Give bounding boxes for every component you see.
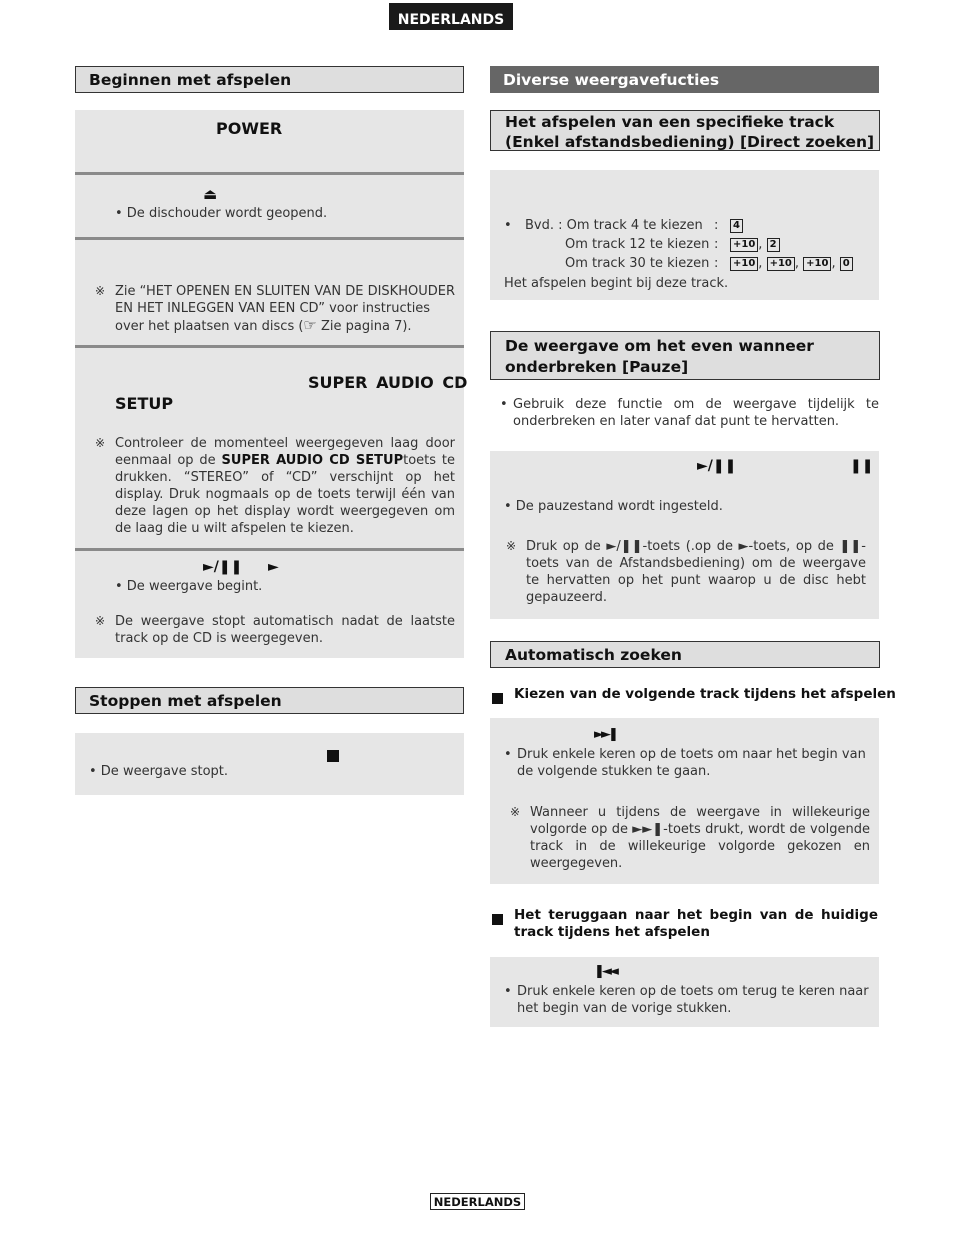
direct-search-title-line2: (Enkel afstandsbediening) [Direct zoeken]	[505, 133, 875, 151]
footer-language-label: NEDERLANDS	[430, 1193, 525, 1210]
note-mark: ※	[95, 614, 106, 628]
example-track-4-label: Bvd. : Om track 4 te kiezen	[525, 218, 703, 233]
pause-title-line2: onderbreken [Pauze]	[505, 358, 689, 376]
language-tab: NEDERLANDS	[389, 3, 513, 30]
eject-icon: ⏏	[203, 185, 218, 203]
pause-icon: ❚❚	[850, 458, 874, 474]
disc-loading-note-text: Zie “HET OPENEN EN SLUITEN VAN DE DISKHOUDER EN HET INLEGGEN VAN EEN CD” voor instructies over het plaatsen van discs (	[115, 284, 455, 334]
layer-note-text-2: toets te drukken. “STEREO” of “CD” verschijnt op het display. Druk nogmaals op de toets terwijl één van deze lagen op het display wordt weergegeven om de laag die u wilt afspelen te kiezen.	[115, 453, 455, 536]
note-mark: ※	[95, 436, 106, 450]
bullet: •	[504, 747, 512, 762]
play-pause-icon: ►/❚❚	[697, 458, 737, 474]
note-mark: ※	[506, 539, 517, 553]
play-bullet: • De weergave begint.	[115, 579, 263, 594]
resume-note: Druk op de ►/❚❚-toets (.op de ►-toets, op de ❚❚-toets van de Afstandsbediening) om de weergave te hervatten op het punt waarop u de disc hebt gepauzeerd.	[526, 539, 866, 605]
example-track-30-label: Om track 30 te kiezen	[565, 256, 710, 271]
page-reference: Zie pagina 7).	[316, 319, 412, 334]
key-plus10: +10	[767, 257, 795, 271]
previous-track-bullet: Druk enkele keren op de toets om terug te keren naar het begin van de vorige stukken.	[517, 984, 869, 1016]
previous-track-icon: ❚◄◄	[594, 964, 616, 979]
key-plus10: +10	[730, 238, 758, 252]
random-play-note: Wanneer u tijdens de weergave in willekeurige volgorde op de ►►❚-toets drukt, wordt de volgende track in de willekeurige volgorde gekozen en weergegeven.	[530, 805, 870, 871]
pause-bullet: • De pauzestand wordt ingesteld.	[504, 499, 723, 514]
hand-pointer-icon: ☞	[303, 316, 317, 334]
direct-search-result: Het afspelen begint bij deze track.	[504, 276, 729, 291]
note-mark: ※	[510, 805, 521, 819]
next-track-bullet: Druk enkele keren op de toets om naar het begin van de volgende stukken te gaan.	[517, 747, 866, 779]
keys-track-4	[730, 217, 743, 234]
example-track-12-label: Om track 12 te kiezen	[565, 237, 710, 252]
section-title-start-playback: Beginnen met afspelen	[75, 66, 464, 93]
comma: ,	[758, 237, 763, 252]
bullet: •	[504, 984, 512, 999]
play-pause-icon: ►/❚❚	[203, 559, 243, 575]
step-divider	[75, 237, 464, 240]
next-track-icon: ►►❚	[594, 727, 616, 742]
step-divider	[75, 548, 464, 551]
super-audio-cd-label: SUPER AUDIO CD	[308, 373, 468, 392]
comma: ,	[794, 256, 800, 271]
pause-title-line1: De weergave om het even wanneer	[505, 337, 814, 355]
next-track-heading: Kiezen van de volgende track tijdens het afspelen	[514, 686, 896, 702]
heading-square-marker	[492, 688, 503, 707]
previous-track-heading: Het teruggaan naar het begin van de huidige track tijdens het afspelen	[514, 907, 878, 940]
key-2: 2	[767, 238, 780, 252]
direct-search-title-line1: Het afspelen van een specifieke track	[505, 113, 835, 131]
colon: :	[714, 237, 719, 252]
subsection-title-pause	[490, 331, 880, 380]
note-mark: ※	[95, 284, 106, 298]
key-4: 4	[730, 219, 743, 233]
layer-note-key: SUPER AUDIO CD SETUP	[221, 453, 404, 468]
step-divider	[75, 345, 464, 348]
layer-note-text: Controleer de momenteel weergegeven laag door eenmaal op de	[115, 436, 455, 468]
section-title-stop-playback: Stoppen met afspelen	[75, 687, 464, 714]
setup-label: SETUP	[115, 394, 174, 413]
keys-track-30	[730, 255, 853, 272]
play-icon: ►	[268, 559, 279, 575]
stop-icon	[327, 746, 339, 765]
step-divider	[75, 172, 464, 175]
section-title-playback-functions: Diverse weergavefucties	[490, 66, 879, 93]
heading-square-marker	[492, 909, 503, 928]
key-plus10: +10	[803, 257, 831, 271]
subsection-title-auto-search: Automatisch zoeken	[490, 641, 880, 668]
disc-loading-note	[115, 283, 455, 335]
auto-stop-note: De weergave stopt automatisch nadat de laatste track op de CD is weergegeven.	[115, 614, 455, 646]
comma: ,	[831, 256, 836, 271]
power-button-label: POWER	[216, 119, 283, 138]
bvd-bullet: •	[504, 218, 512, 233]
eject-bullet: • De dischouder wordt geopend.	[115, 206, 328, 221]
colon: :	[714, 256, 719, 271]
keys-track-12	[730, 236, 780, 253]
key-plus10: +10	[730, 257, 758, 271]
key-0: 0	[840, 257, 853, 271]
bullet: •	[500, 397, 508, 412]
subsection-title-direct-search	[490, 110, 880, 151]
stop-bullet: • De weergave stopt.	[89, 764, 229, 779]
colon: :	[714, 218, 719, 233]
comma: ,	[758, 256, 763, 271]
pause-intro: Gebruik deze functie om de weergave tijdelijk te onderbreken en later vanaf dat punt te hervatten.	[513, 397, 879, 429]
layer-select-note	[115, 435, 455, 537]
